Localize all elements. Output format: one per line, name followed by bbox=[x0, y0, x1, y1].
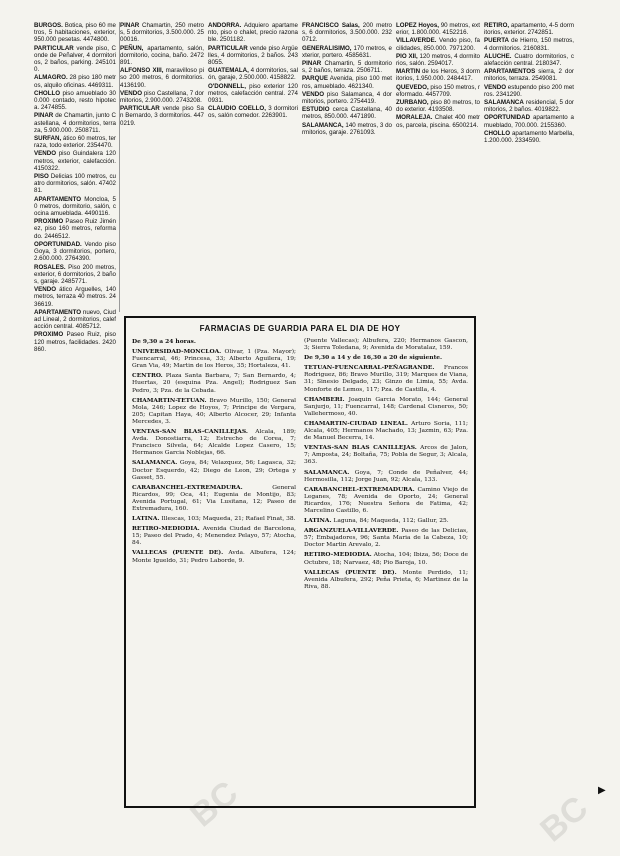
classified-ad bbox=[302, 91, 392, 105]
district-addresses: Monte Perdido, 11; Avenida Albufera, 292; Peña Prieta, 6; Martinez de la Riva, 88. bbox=[304, 569, 468, 590]
district-name: SALAMANCA. bbox=[132, 459, 178, 467]
classified-ad-text: nuevo, Ciudad Lineal, 2 dormitorios, calefacción central. 4085712. bbox=[34, 308, 116, 331]
classified-ad bbox=[34, 74, 116, 88]
district-addresses: Olivar, 1 (Pza. Mayor); Fuencarral, 46; Princesa, 33; Alberto Aguilera, 19; Gran Via, 49; Martin de los Heros, 35; Hortaleza, 41. bbox=[132, 349, 296, 370]
classified-ad-text: ático 60 metros, terraza, todo exterior. 2354470. bbox=[34, 135, 116, 150]
arrow-icon: ▶ bbox=[598, 785, 606, 796]
classified-ad bbox=[208, 45, 298, 67]
classified-ad-text: 4 dormitorios, salón, garaje, 2.500.000. 4158822. bbox=[208, 67, 298, 82]
classified-ad-text: 90 metros, exterior, 1.800.000. 4152216. bbox=[396, 22, 480, 37]
classified-ad-lead: GUATEMALA, bbox=[208, 67, 249, 75]
district-addresses: Paseo de las Delicias, 57; Embajadores, 96; Santa Maria de la Cabeza, 10; Doctor Martin Arevalo, 2. bbox=[304, 528, 468, 549]
classified-ad bbox=[120, 90, 204, 104]
pharmacy-district bbox=[132, 549, 296, 564]
classified-ad bbox=[484, 114, 574, 128]
classified-ad-lead: VENDO bbox=[484, 83, 507, 91]
district-addresses: Avda. Albufera, 124; Monte Igueldo, 31; Pedro Laborde, 9. bbox=[132, 550, 296, 564]
classified-ad bbox=[34, 241, 116, 263]
classified-ad bbox=[120, 22, 204, 44]
classified-ad bbox=[120, 45, 204, 67]
classified-ad-text: vende piso, Conde de Peñalver, 4 dormitorios, 2 baños, parking. 2451010. bbox=[34, 44, 116, 74]
district-name: LATINA. bbox=[132, 515, 160, 523]
pharmacy-district bbox=[132, 484, 296, 513]
district-name: VENTAS-SAN BLAS-CANILLEJAS. bbox=[132, 428, 248, 436]
pharmacy-box-title: FARMACIAS DE GUARDIA PARA EL DIA DE HOY bbox=[199, 324, 401, 333]
classified-ad bbox=[484, 53, 574, 67]
classified-ad-text: apartamento, salón, dormitorio, cocina, baño. 2472891. bbox=[120, 44, 204, 67]
classified-ad-text: Chalet 400 metros, parcela, piscina. 6500214. bbox=[396, 114, 480, 129]
classified-ad-text: Adquiero apartamento, piso o chalet, precio razonable. 2501182. bbox=[208, 22, 298, 44]
watermark: BC bbox=[533, 788, 596, 850]
classified-ad bbox=[302, 45, 392, 59]
district-addresses: Bravo Murillo, 150; General Mola, 246; Lopez de Hoyos, 7; Principe de Vergara, 205; Capitan Haya, 40; Alberto Alcocer, 29; Infanta Mercedes, 3. bbox=[132, 397, 296, 425]
district-name: TETUAN-FUENCARRAL-PEÑAGRANDE. bbox=[304, 364, 435, 372]
pharmacy-box bbox=[124, 316, 476, 808]
district-addresses: Plaza Santa Barbara, 7; San Bernardo, 4; Huertas, 20 (esquina Pza. Angel); Rodriguez San Pedro, 3; Pza. de la Cebada. bbox=[132, 373, 296, 394]
pharmacy-district bbox=[304, 569, 468, 591]
classified-ad-lead: CHOLLO bbox=[484, 129, 511, 137]
classified-ad-lead: PUERTA bbox=[484, 37, 509, 45]
district-name: De 9,30 a 14 y de 16,30 a 20 de siguiente. bbox=[304, 354, 443, 362]
classified-ad-text: Piso 200 metros, exterior, 6 dormitorios, 2 baños, garaje. 2485771. bbox=[34, 263, 116, 285]
pharmacy-district bbox=[304, 364, 468, 393]
pharmacy-district bbox=[132, 397, 296, 426]
classified-ad-text: de Chamartin, junto Castellana, 4 dormitorios, terraza, 5.900.000. 2508711. bbox=[34, 112, 116, 134]
classified-ad bbox=[484, 84, 574, 98]
classified-ad-text: cerca Castellana, 40 metros, 850.000. 4471890. bbox=[302, 106, 392, 121]
classified-ad-lead: BURGOS. bbox=[34, 22, 63, 29]
district-addresses: (Puente Vallecas); Albufera, 220; Hermanos Gascon, 3; Sierra Toledana, 9; Avenida de Moratalaz, 159. bbox=[304, 338, 468, 352]
classified-ad bbox=[120, 67, 204, 89]
classified-ad-lead: OPORTUNIDAD. bbox=[34, 240, 82, 248]
classified-ad bbox=[396, 53, 480, 67]
district-name: CHAMARTIN-TETUAN. bbox=[132, 396, 207, 404]
classified-ad-text: Paseo Ruiz, piso 120 metros, facilidades. 2420860. bbox=[34, 331, 116, 353]
classified-ad-lead: SALAMANCA bbox=[484, 99, 524, 107]
district-addresses: Avenida Ciudad de Barcelona, 15; Paseo del Prado, 4; Menendez Pelayo, 57; Atocha, 84. bbox=[132, 526, 296, 547]
classified-ad bbox=[302, 75, 392, 89]
classified-ad-lead: PINAR bbox=[120, 22, 140, 29]
classified-ad-lead: APARTAMENTOS bbox=[484, 68, 536, 76]
classified-ad bbox=[396, 114, 480, 128]
classified-ad bbox=[34, 218, 116, 240]
classified-ad-text: vende piso Argüelles, 4 dormitorios, 2 baños. 2438055. bbox=[208, 44, 298, 67]
district-name: CARABANCHEL-EXTREMADURA. bbox=[132, 483, 243, 491]
classified-ad-lead: PEÑUN, bbox=[120, 44, 144, 52]
classified-ad bbox=[34, 173, 116, 195]
classified-ad-lead: MARTIN bbox=[396, 68, 421, 76]
classified-ad-lead: PARTICULAR bbox=[120, 105, 160, 113]
classified-ad-text: piso Salamanca, 4 dormitorios, portero. 2754419. bbox=[302, 90, 392, 106]
pharmacy-district bbox=[132, 428, 296, 457]
pharmacy-district bbox=[304, 444, 468, 466]
classified-ad-lead: SURFAN, bbox=[34, 135, 62, 143]
classified-ad bbox=[302, 122, 392, 136]
classified-ad-text: piso 80 metros, todo exterior. 4193508. bbox=[396, 99, 480, 114]
classified-ad-lead: PINAR bbox=[34, 112, 54, 120]
classified-ad bbox=[396, 37, 480, 51]
pharmacy-district bbox=[304, 527, 468, 549]
classified-ad bbox=[34, 22, 116, 44]
pharmacy-district bbox=[132, 515, 296, 523]
district-name: SALAMANCA. bbox=[304, 468, 350, 476]
district-name: CENTRO. bbox=[132, 372, 163, 380]
classified-ad-text: estupendo piso 200 metros. 2341290. bbox=[484, 83, 574, 98]
district-addresses: Arcos de Jalon, 7; Amposta, 24; Boltaña, 75; Pobla de Segur, 3; Alcala, 363. bbox=[304, 445, 468, 466]
district-addresses: Camino Viejo de Leganes, 78; Avenida de Oporto, 24; General Ricardos, 176; Nuestra Señora de Fatima, 42; Marcelino Castillo, 6. bbox=[304, 486, 468, 514]
pharmacy-district bbox=[132, 525, 296, 547]
classified-ad-lead: MORALEJA. bbox=[396, 114, 433, 122]
district-addresses: General Ricardos, 99; Oca, 41; Eugenia de Montijo, 83; Avenida Portugal, 61; Via Lusitana, 12; Paseo de Extremadura, 160. bbox=[132, 484, 296, 512]
classified-ad-text: Delicias 100 metros, cuatro dormitorios, salón. 4740281. bbox=[34, 173, 116, 195]
district-addresses: Alcala, 189; Avda. Donostiarra, 12; Estrecho de Corea, 7; Francisco Silvela, 64; Alcalde Lopez Casero, 15; Hermanos Garcia Noblejas, 66. bbox=[132, 429, 296, 457]
district-name: VENTAS-SAN BLAS CANILLEJAS. bbox=[304, 444, 417, 452]
classified-ad bbox=[34, 309, 116, 331]
pharmacy-district bbox=[304, 551, 468, 566]
classified-ad-text: Chamartin, 250 metros, 5 dormitorios, 3.500.000. 2500016. bbox=[120, 22, 204, 44]
district-name: CARABANCHEL-EXTREMADURA. bbox=[304, 485, 415, 493]
classified-ad-lead: PIO XII, bbox=[396, 52, 418, 60]
pharmacy-district bbox=[304, 420, 468, 442]
classified-ad-lead: VENDO bbox=[34, 286, 57, 294]
classified-ad bbox=[208, 83, 298, 105]
classified-ad bbox=[34, 45, 116, 74]
classified-ad-text: Vendo piso Goya, 3 dormitorios, portero, 2.600.000. 2764390. bbox=[34, 240, 116, 263]
classified-ad bbox=[396, 84, 480, 98]
pharmacy-column-left bbox=[132, 338, 296, 800]
classified-ad-lead: ROSALES. bbox=[34, 263, 66, 271]
classified-ad-lead: RETIRO, bbox=[484, 22, 510, 29]
classifieds-column-5 bbox=[396, 22, 480, 312]
classified-ad-lead: PARTICULAR bbox=[34, 44, 74, 52]
classified-ad bbox=[484, 130, 574, 144]
classifieds-column-1 bbox=[34, 22, 116, 822]
pharmacy-column-right bbox=[304, 338, 468, 800]
classified-ad-lead: ZURBANO, bbox=[396, 99, 429, 107]
classified-ad-text: apartamento Marbella, 1.200.000. 2334590. bbox=[484, 129, 574, 145]
district-name: VALLECAS (PUENTE DE). bbox=[132, 549, 224, 557]
classified-ad-text: sierra, 2 dormitorios, terraza. 2549081. bbox=[484, 68, 574, 83]
district-name: UNIVERSIDAD-MONCLOA. bbox=[132, 348, 222, 356]
classified-ad-text: 28 piso 180 metros, alquilo oficinas. 4469311. bbox=[34, 74, 116, 89]
classified-ad-lead: O'DONNELL, bbox=[208, 82, 246, 90]
classified-ad bbox=[484, 68, 574, 82]
classified-ad-text: 200 metros, 6 dormitorios, 3.500.000. 2320712. bbox=[302, 22, 392, 44]
classified-ad-lead: LOPEZ Hoyos, bbox=[396, 22, 439, 29]
pharmacy-district bbox=[132, 348, 296, 370]
classified-ad-lead: ANDORRA. bbox=[208, 22, 242, 29]
classified-ad bbox=[396, 22, 480, 36]
pharmacy-district bbox=[132, 372, 296, 394]
classified-ad-text: piso Castellana, 7 dormitorios, 2.900.000. 2743208. bbox=[120, 89, 204, 105]
classified-ad-text: Botica, piso 60 metros, 5 habitaciones, exterior, 950.000 pesetas. 4474800. bbox=[34, 22, 116, 44]
classified-ad-text: Moncloa, 50 metros, dormitorio, salón, cocina amueblada. 4490116. bbox=[34, 195, 116, 218]
watermark: BC bbox=[183, 773, 246, 835]
classified-ad-text: piso 150 metros, reformado. 4457709. bbox=[396, 83, 480, 98]
classified-ad bbox=[208, 22, 298, 44]
classified-ad-lead: VILLAVERDE. bbox=[396, 37, 437, 45]
district-addresses: Joaquin Garcia Morato, 144; General Sanjurjo, 11; Fuencarral, 148; Cardenal Cisneros, 50; Vallehermoso, 40. bbox=[304, 396, 468, 417]
district-addresses: Arturo Soria, 111; Alcala, 405; Hermanos Machado, 13; Jazmin, 63; Pza. de Manuel Becerra, 14. bbox=[304, 420, 468, 442]
classified-ad bbox=[34, 286, 116, 308]
classified-ad-lead: ESTUDIO bbox=[302, 106, 330, 114]
classified-ad bbox=[34, 112, 116, 134]
classified-ad-text: residencial, 5 dormitorios, 2 baños. 4019822. bbox=[484, 99, 574, 114]
district-name: ARGANZUELA-VILLAVERDE. bbox=[304, 527, 399, 535]
classified-ad bbox=[302, 22, 392, 44]
classified-ad-text: Cuatro dormitorios, calefacción central. 2180347. bbox=[484, 52, 574, 68]
classified-ad-text: piso amueblado 300.000 contado, resto hipoteca. 2474855. bbox=[34, 89, 116, 112]
district-addresses: Illescas, 103; Maqueda, 21; Rafael Finat, 38. bbox=[159, 516, 296, 523]
classified-ad-lead: QUEVEDO, bbox=[396, 83, 429, 91]
classified-ad-lead: CHOLLO bbox=[34, 89, 61, 97]
classified-ad bbox=[34, 135, 116, 149]
pharmacy-district bbox=[304, 354, 468, 362]
classified-ad bbox=[484, 37, 574, 51]
classified-ad-lead: APARTAMENTO bbox=[34, 195, 82, 203]
classified-ad-text: apartamento amueblado, 700.000. 2155360. bbox=[484, 114, 574, 129]
district-addresses: Goya, 84; Velazquez, 56; Lagasca, 32; Doctor Esquerdo, 42; Diego de Leon, 29; Ortega y Gasset, 55. bbox=[132, 460, 296, 481]
classified-ad bbox=[120, 105, 204, 127]
classified-ad-lead: APARTAMENTO bbox=[34, 308, 82, 316]
classified-ad-lead: ALUCHE. bbox=[484, 52, 512, 60]
classifieds-column-2 bbox=[120, 22, 204, 312]
classified-ad bbox=[396, 68, 480, 82]
classified-ad-text: piso Guindalera 120 metros, exterior, calefacción. 4150322. bbox=[34, 150, 116, 172]
classified-ad-text: Vendo piso, facilidades, 850.000. 7971200. bbox=[396, 37, 480, 52]
classified-ad-lead: PROXIMO bbox=[34, 331, 64, 339]
classified-ad-text: maravilloso piso 200 metros, 6 dormitorios. 4136190. bbox=[120, 67, 204, 89]
classified-ad bbox=[302, 106, 392, 120]
classified-ad bbox=[208, 105, 298, 119]
classified-ad bbox=[484, 99, 574, 113]
classified-ad-lead: PROXIMO bbox=[34, 218, 64, 226]
classified-ad-text: Avenida, piso 100 metros, amueblado. 4621340. bbox=[302, 75, 392, 90]
district-addresses: Laguna, 84; Maqueda, 112; Gallur, 25. bbox=[331, 518, 449, 525]
classified-ad-lead: VENDO bbox=[34, 150, 57, 158]
district-name: CHAMBERI. bbox=[304, 395, 345, 403]
classified-ad-text: 140 metros, 3 dormitorios, garaje. 2761093. bbox=[302, 121, 392, 136]
classified-ad bbox=[484, 22, 574, 36]
classified-ad-lead: SALAMANCA, bbox=[302, 121, 344, 129]
classified-ad-lead: PARTICULAR bbox=[208, 44, 248, 52]
pharmacy-district bbox=[304, 338, 468, 352]
classified-ad-lead: ALFONSO XIII, bbox=[120, 67, 164, 75]
pharmacy-district bbox=[304, 486, 468, 515]
classified-ad bbox=[34, 90, 116, 112]
classified-ad-text: apartamento, 4-5 dormitorios, exterior. 2742851. bbox=[484, 22, 574, 37]
classifieds-column-4 bbox=[302, 22, 392, 312]
classified-ad-text: vende piso San Bernardo, 3 dormitorios. 4470219. bbox=[120, 105, 204, 127]
classified-ad-lead: OPORTUNIDAD bbox=[484, 114, 531, 122]
classified-ad-lead: VENDO bbox=[120, 89, 143, 97]
district-name: VALLECAS (PUENTE DE). bbox=[304, 568, 397, 576]
pharmacy-district bbox=[132, 338, 296, 346]
classified-ad-text: ático Arguelles, 140 metros, terraza 40 metros. 2436619. bbox=[34, 286, 116, 308]
classified-ad-lead: PISO bbox=[34, 173, 49, 181]
classified-ad-lead: PINAR bbox=[302, 60, 322, 68]
classified-ad-lead: FRANCISCO Salas, bbox=[302, 22, 360, 29]
classified-ad-text: 3 dormitorios, salón comedor. 2263901. bbox=[208, 105, 298, 120]
district-name: RETIRO-MEDIODIA. bbox=[304, 551, 372, 559]
classified-ad-lead: PARQUE bbox=[302, 75, 329, 83]
classified-ad-lead: CLAUDIO COELLO, bbox=[208, 105, 266, 113]
classified-ad-lead: VENDO bbox=[302, 90, 325, 98]
pharmacy-district bbox=[132, 459, 296, 481]
classified-ad bbox=[302, 60, 392, 74]
classified-ad-text: Paseo Ruiz Jiménez, piso 160 metros, reformado. 2446512. bbox=[34, 218, 116, 240]
district-name: CHAMARTIN-CIUDAD LINEAL. bbox=[304, 419, 408, 427]
classified-ad-text: de Hierro, 150 metros, 4 dormitorios. 2160831. bbox=[484, 37, 574, 52]
classified-ad-text: 170 metros, exterior, portero. 4585631. bbox=[302, 44, 392, 59]
pharmacy-district bbox=[304, 517, 468, 525]
pharmacy-district bbox=[304, 469, 468, 484]
classified-ad-text: 120 metros, 4 dormitorios, salón. 2594017. bbox=[396, 52, 480, 68]
classified-ad bbox=[396, 99, 480, 113]
classified-ad bbox=[34, 150, 116, 172]
classified-ad-text: piso exterior 120 metros, calefacción central. 2740931. bbox=[208, 82, 298, 105]
classified-ad-lead: GENERALISIMO, bbox=[302, 44, 352, 52]
classified-ad bbox=[208, 67, 298, 81]
classifieds-column-3 bbox=[208, 22, 298, 312]
classifieds-column-6 bbox=[484, 22, 574, 822]
district-addresses: Francos Rodriguez, 86; Bravo Murillo, 319; Marques de Viana, 31; Sinesio Delgado, 23; Ginzo de Limia, 55; Avda. Monforte de Lemos, 117; Pza. de Castilla, 4. bbox=[304, 365, 468, 393]
district-addresses: Atocha, 104; Ibiza, 56; Doce de Octubre, 18; Narvaez, 48; Pio Baroja, 10. bbox=[304, 552, 468, 566]
pharmacy-district bbox=[304, 396, 468, 418]
classified-ad bbox=[34, 264, 116, 286]
district-name: De 9,30 a 24 horas. bbox=[132, 338, 196, 345]
district-addresses: Goya, 7; Conde de Peñalver, 44; Hermosilla, 112; Jorge Juan, 92; Alcala, 133. bbox=[304, 469, 468, 483]
classified-ad-text: de los Heros, 3 dormitorios, 1.950.000. 2484417. bbox=[396, 68, 480, 83]
classified-ad-lead: ALMAGRO. bbox=[34, 74, 68, 82]
classified-ad-text: Chamartin, 5 dormitorios, 2 baños, terraza. 2506711. bbox=[302, 60, 392, 75]
classified-ad bbox=[34, 196, 116, 218]
district-name: RETIRO-MEDIODIA. bbox=[132, 525, 200, 533]
classified-ad bbox=[34, 331, 116, 353]
district-name: LATINA. bbox=[304, 517, 332, 525]
